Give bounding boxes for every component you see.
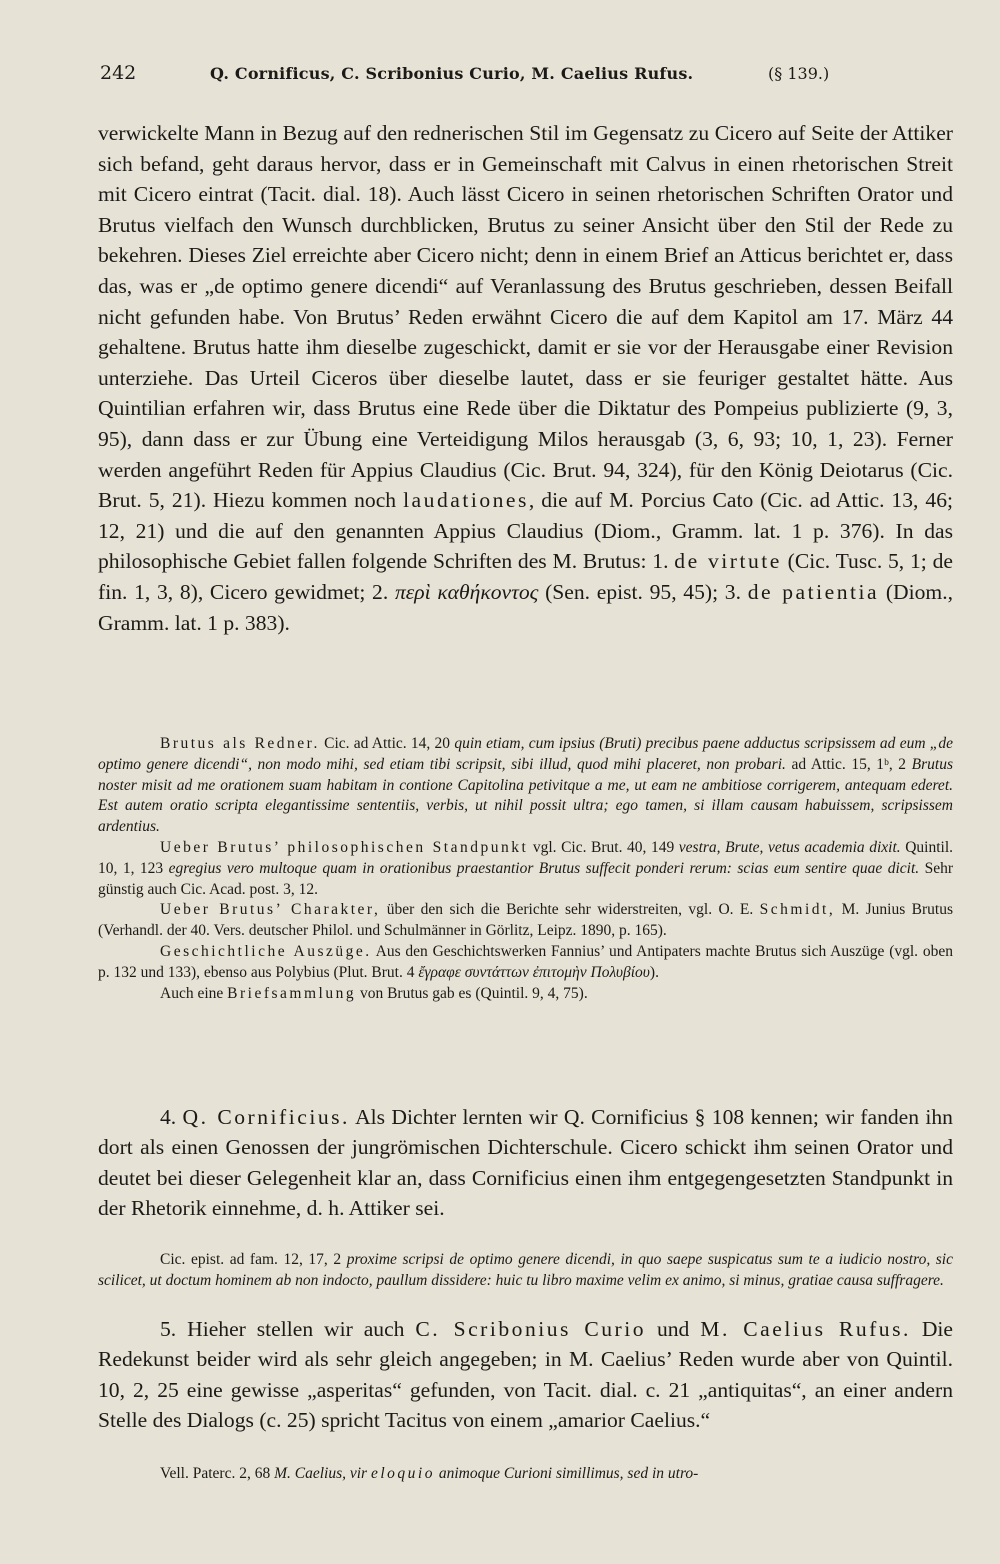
note-philosophie [98, 838, 953, 900]
note-quote: quin etiam, cum ipsius (Bruti) precibus paene adductus scripsissem ad eum „de optimo genere dicendi“, non modo mihi, sed etiam tibi scripsit, sibi illud, quod mihi placeret, non probari. [98, 735, 954, 773]
note-quote: Brutus noster misit ad me orationem suam habitam in contione Capitolina petivitque a me, ut eam ne ambitiose corrigerem, antequam ederet. Est autem oratio scripta elegantissime sententiis, verbis, ut nihil possit ultra; ego tamen, si illam causam habuissem, scripsissem ardentius. [98, 755, 953, 836]
section-name: M. Caelius Rufus. [700, 1317, 911, 1341]
note-text: Quintil. 10, 1, 123 [98, 838, 953, 877]
section-reference: (§ 139.) [768, 64, 830, 83]
main-text-part: , die auf M. Porcius Cato (Cic. ad Attic. 13, 46; 12, 21) und die auf den genannten Appius Claudius (Diom., Gramm. lat. 1 p. 376). In das philosophische Gebiet fallen folgende Schriften des M. Brutus: 1. [98, 488, 953, 574]
section-name: Q. Cornificius. [182, 1105, 350, 1129]
note-text: vgl. Cic. Brut. 40, 149 [532, 838, 675, 856]
section-number: 4. [160, 1105, 177, 1129]
section-5 [98, 1314, 953, 1435]
section-text: und [656, 1317, 690, 1341]
note-quote: vestra, Brute, vetus academia dixit. [678, 838, 901, 856]
section-4-note [98, 1250, 953, 1292]
note-quote: M. Caelius, vir [274, 1465, 368, 1482]
note-text: Auch eine [160, 984, 224, 1002]
greek-quote: ἔγραφε συντάττων ἐπιτομὴν Πολυβίου [418, 963, 650, 981]
note-brutus-redner [98, 734, 953, 838]
note-quote: proxime scripsi de optimo genere dicendi, in quo saepe suspicatus sum te a iudicio nostro, sic scilicet, ut doctum hominem ab non indocto, paullum dissidere: huic tu libro maxime velim ex animo, si minus, gratiae causa suffragere. [98, 1251, 953, 1289]
main-text [98, 118, 953, 638]
running-title: Q. Cornificus, C. Scribonius Curio, M. Caelius Rufus. [210, 64, 694, 83]
note-text: über den sich die Berichte sehr widerstreiten, vgl. O. E. [386, 901, 754, 919]
spaced-term: de virtute [674, 549, 782, 574]
main-text-part: (Sen. epist. 95, 45); 3. [545, 579, 741, 604]
spaced-term: laudationes [403, 488, 529, 513]
note-text: Cic. ad Attic. 14, 20 [324, 735, 451, 752]
note-text: Sehr günstig auch Cic. Acad. post. 3, 12. [98, 859, 954, 898]
main-text-part: verwickelte Mann in Bezug auf den rednerischen Stil im Gegensatz zu Cicero auf Seite der Attiker sich befand, geht daraus hervor, dass er in Gemeinschaft mit Calvus in einen rhetorischen Streit mit Cicero eintrat (Tacit. dial. 18). Auch lässt Cicero in seinen rhetorischen Schriften Orator und Brutus vielfach den Wunsch durchblicken, Brutus zu seiner Ansicht über den Stil der Rede zu bekehren. Dieses Ziel erreichte aber Cicero nicht; denn in einem Brief an Atticus berichtet er, dass das, was er „de optimo genere dicendi“ auf Veranlassung des Brutus geschrieben, dessen Beifall nicht gefunden habe. Von Brutus’ Reden erwähnt Cicero die auf dem Kapitol am 17. März 44 gehaltene. Brutus hatte ihm dieselbe zugeschickt, damit er sie vor der Herausgabe einer Revision unterziehe. Das Urteil Ciceros über dieselbe lautet, dass er sie feuriger gestaltet hätte. Aus Quintilian erfahren wir, dass Brutus eine Rede über die Diktatur des Pompeius publizierte (9, 3, 95), dann dass er zur Übung eine Verteidigung Milos herausgab (3, 6, 93; 10, 1, 23). Ferner werden angeführt Reden für Appius Claudius (Cic. Brut. 94, 324), für den König Deiotarus (Cic. Brut. 5, 21). Hiezu kommen noch [98, 121, 953, 513]
section-text: Hieher stellen wir auch [187, 1317, 405, 1341]
note-text: ad Attic. 15, 1ᵇ, 2 [791, 755, 907, 773]
running-header [100, 62, 960, 88]
note-text: Cic. epist. ad fam. 12, 17, 2 [160, 1251, 342, 1268]
main-text-part: (Diom., Gramm. lat. 1 p. 383). [98, 579, 953, 635]
section-text: Die Redekunst beider wird als sehr gleich angegeben; in M. Caelius’ Reden wurde aber von Quintil. 10, 2, 25 eine gewisse „asperitas“ gefunden, von Tacit. dial. c. 21 „antiquitas“, an einer andern Stelle des Dialogs (c. 25) spricht Tacitus von einem „amarior Caelius.“ [98, 1317, 953, 1432]
note-text: Vell. Paterc. 2, 68 [160, 1465, 271, 1482]
main-text-part: (Cic. Tusc. 5, 1; de fin. 1, 3, 8), Cicero gewidmet; 2. [98, 549, 953, 604]
note-quote: egregius vero multoque quam in orationibus praestantior Brutus suffecit ponderi rerum: scias eum sentire quae dicit. [168, 859, 920, 877]
note-charakter [98, 900, 953, 942]
spaced-term: de patientia [747, 579, 880, 604]
note-briefsammlung [98, 984, 953, 1005]
greek-title: περὶ καθήκοντος [394, 579, 539, 604]
note-cornificius [98, 1250, 953, 1292]
footnote-block [98, 734, 953, 1004]
section-4 [98, 1102, 953, 1223]
section-5-note [98, 1464, 953, 1485]
note-text: Aus den Geschichtswerken Fannius’ und Antipaters machte Brutus sich Auszüge (vgl. oben p. 132 und 133), ebenso aus Polybius (Plut. Brut. 4 [98, 942, 954, 981]
note-author: Schmidt, [759, 901, 836, 919]
note-text: ). [649, 963, 659, 981]
section-name: C. Scribonius Curio [415, 1317, 647, 1341]
note-caelius [98, 1464, 953, 1485]
note-auszuege [98, 942, 953, 984]
section-number: 5. [160, 1317, 177, 1341]
note-heading: Ueber Brutus’ philosophischen Standpunkt [160, 838, 529, 856]
note-heading: Briefsammlung [227, 984, 357, 1002]
note-quote-spaced: eloquio [370, 1465, 435, 1482]
note-heading: Geschichtliche Auszüge. [160, 942, 372, 960]
section-5-paragraph [98, 1314, 953, 1435]
note-heading: Brutus als Redner. [160, 735, 320, 752]
note-text: von Brutus gab es (Quintil. 9, 4, 75). [359, 984, 588, 1002]
note-text: M. Junius Brutus (Verhandl. der 40. Vers. deutscher Philol. und Schulmänner in Görlitz, Leipz. 1890, p. 165). [98, 901, 954, 940]
note-quote: animoque Curioni simillimus, sed in utro- [438, 1465, 699, 1482]
section-4-paragraph [98, 1102, 953, 1223]
page-number: 242 [100, 62, 137, 84]
note-heading: Ueber Brutus’ Charakter, [160, 901, 381, 919]
main-paragraph [98, 118, 953, 638]
section-text: Als Dichter lernten wir Q. Cornificius § 108 kennen; wir fanden ihn dort als einen Genossen der jungrömischen Dichterschule. Cicero schickt ihm seinen Orator und deutet bei dieser Gelegenheit klar an, dass Cornificius einen ihm entgegengesetzten Standpunkt in der Rhetorik einnehme, d. h. Attiker sei. [98, 1105, 953, 1220]
